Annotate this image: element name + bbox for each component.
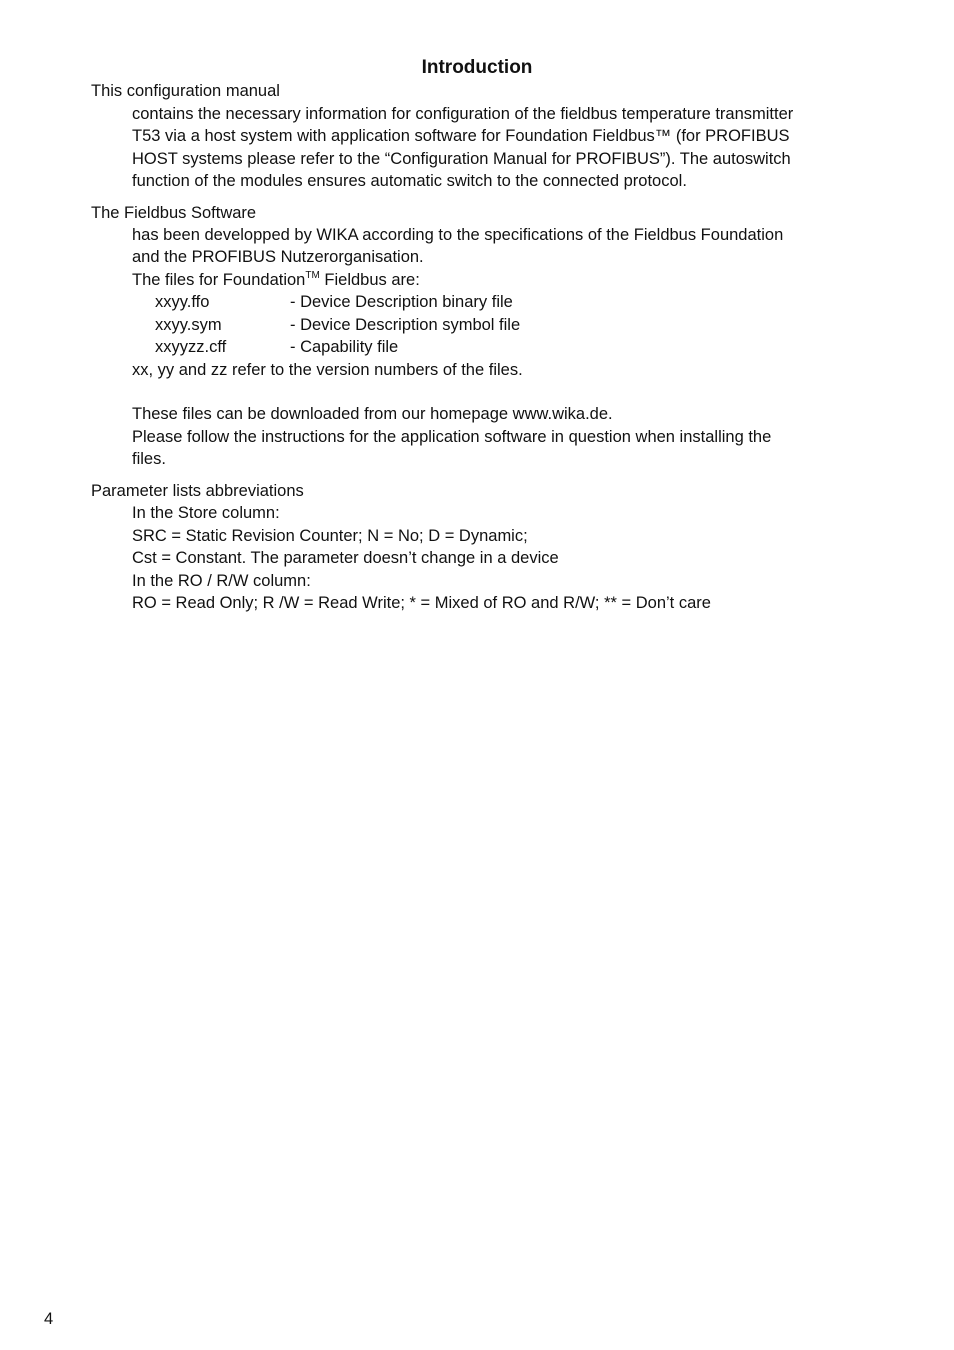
files-intro (132, 269, 420, 291)
software-text-line: and the PROFIBUS Nutzerorganisation. (132, 248, 424, 266)
section-heading-software: The Fieldbus Software (91, 204, 257, 222)
version-note: xx, yy and zz refer to the version numbers of the files. (132, 361, 523, 379)
file-name: xxyyzz.cff (155, 338, 227, 356)
file-description: - Device Description symbol file (290, 316, 521, 334)
file-description: - Capability file (290, 338, 399, 356)
download-text-line: Please follow the instructions for the application software in question when installing the (132, 428, 772, 446)
files-intro-text-end: Fieldbus are: (319, 271, 420, 289)
section-heading-config: This configuration manual (91, 82, 280, 100)
trademark-superscript: TM (305, 270, 320, 281)
section-heading-params: Parameter lists abbreviations (91, 482, 304, 500)
files-intro-text: The files for Foundation (132, 271, 306, 289)
config-text-line: T53 via a host system with application software for Foundation Fieldbus™ (for PROFIBUS (132, 127, 790, 145)
page-title: Introduction (421, 57, 533, 78)
download-text-line: These files can be downloaded from our homepage www.wika.de. (132, 405, 613, 423)
params-text-line: SRC = Static Revision Counter; N = No; D = Dynamic; (132, 527, 528, 545)
params-text-line: In the RO / R/W column: (132, 572, 311, 590)
config-text-line: function of the modules ensures automatic switch to the connected protocol. (132, 172, 687, 190)
file-name: xxyy.ffo (155, 293, 210, 311)
params-text-line: Cst = Constant. The parameter doesn’t change in a device (132, 549, 559, 567)
params-text-line: In the Store column: (132, 504, 280, 522)
file-name: xxyy.sym (155, 316, 222, 334)
config-text-line: contains the necessary information for configuration of the fieldbus temperature transmitter (132, 105, 794, 123)
config-text-line: HOST systems please refer to the “Configuration Manual for PROFIBUS”). The autoswitch (132, 150, 791, 168)
file-description: - Device Description binary file (290, 293, 513, 311)
download-text-line: files. (132, 450, 166, 468)
page-number: 4 (44, 1310, 54, 1328)
software-text-line: has been developped by WIKA according to the specifications of the Fieldbus Foundation (132, 226, 784, 244)
params-text-line: RO = Read Only; R /W = Read Write; * = Mixed of RO and R/W; ** = Don’t care (132, 594, 711, 612)
